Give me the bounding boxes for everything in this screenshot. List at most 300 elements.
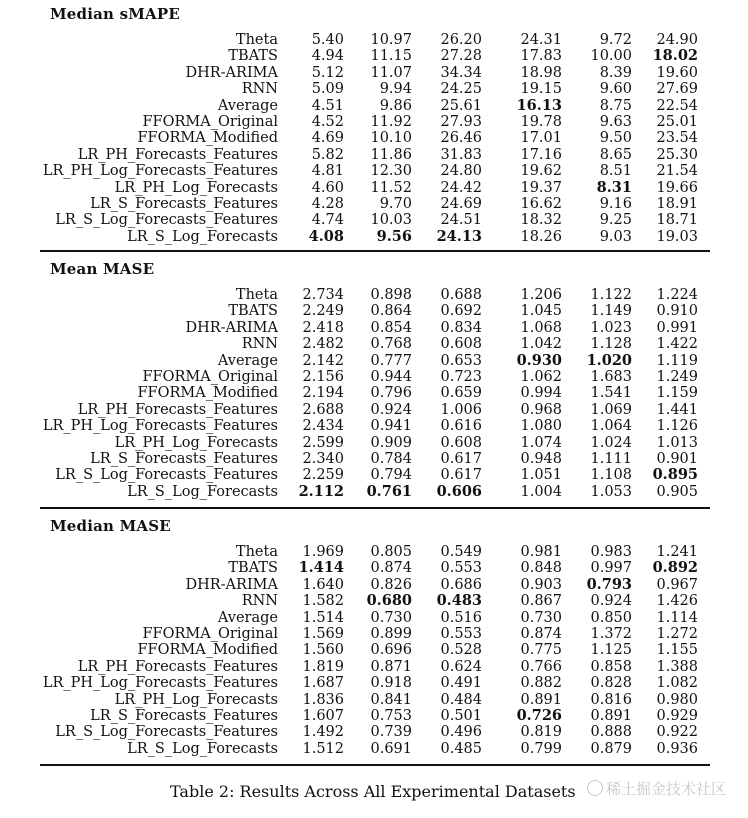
table-cell: 0.936 (656, 740, 698, 757)
row-label: Average (217, 97, 278, 114)
table-cell: 2.112 (298, 482, 344, 500)
table-cell: 0.796 (370, 385, 412, 402)
table-cell: 17.01 (520, 130, 562, 147)
table-cell: 0.805 (370, 544, 412, 560)
table-row (40, 369, 710, 386)
table-cell: 0.777 (370, 352, 412, 369)
table-cell: 25.30 (656, 146, 698, 163)
table-cell: 0.766 (520, 658, 562, 675)
table-cell: 24.42 (440, 179, 482, 196)
table-row (40, 577, 710, 594)
table-cell: 16.13 (516, 96, 562, 114)
row-label: LR_S_Log_Forecasts (127, 483, 278, 500)
watermark-text: 稀土掘金技术社区 (605, 780, 726, 798)
table-row (40, 544, 710, 561)
table-cell: 0.983 (590, 544, 632, 560)
table-cell: 0.616 (440, 418, 482, 435)
table-cell: 5.40 (311, 32, 344, 48)
row-label: LR_PH_Log_Forecasts_Features (42, 418, 278, 435)
table-cell: 9.50 (599, 130, 632, 147)
table-row (40, 65, 710, 82)
table-row (40, 114, 710, 131)
table-cell: 5.12 (311, 64, 344, 81)
table-cell: 1.051 (520, 467, 562, 484)
table-cell: 0.819 (520, 724, 562, 741)
table-cell: 0.816 (590, 691, 632, 708)
table-cell: 2.434 (302, 418, 344, 435)
row-label: FFORMA_Original (142, 369, 278, 385)
table-cell: 1.024 (590, 434, 632, 451)
table-cell: 0.723 (440, 369, 482, 385)
table-cell: 0.484 (440, 691, 482, 708)
table-row (40, 435, 710, 452)
table-cell: 4.08 (308, 227, 344, 245)
table-cell: 34.34 (440, 64, 482, 81)
table-cell: 8.65 (599, 146, 632, 163)
table-cell: 19.15 (520, 81, 562, 98)
table-cell: 18.98 (520, 64, 562, 81)
table-cell: 1.422 (656, 336, 698, 353)
table-cell: 0.899 (370, 626, 412, 642)
row-label: DHR-ARIMA (185, 319, 278, 336)
row-label: FFORMA_Modified (137, 385, 278, 402)
table-cell: 0.981 (520, 544, 562, 560)
table-cell: 2.482 (302, 336, 344, 353)
row-label: RNN (241, 81, 278, 98)
row-label: TBATS (228, 48, 278, 65)
table-cell: 0.858 (590, 658, 632, 675)
table-cell: 0.501 (440, 708, 482, 724)
table-cell: 9.16 (599, 196, 632, 212)
row-label: LR_S_Log_Forecasts (127, 740, 278, 757)
table-cell: 0.516 (440, 609, 482, 626)
table-cell: 9.60 (599, 81, 632, 98)
table-cell: 1.023 (590, 319, 632, 336)
table-cell: 12.30 (370, 163, 412, 180)
table-row (40, 708, 710, 725)
table-row (40, 130, 710, 147)
table-cell: 1.159 (656, 385, 698, 402)
table-cell: 0.730 (370, 609, 412, 626)
table-cell: 0.994 (520, 385, 562, 402)
row-label: RNN (241, 336, 278, 353)
section-title: Median sMAPE (50, 5, 180, 23)
table-cell: 1.819 (302, 658, 344, 675)
table-cell: 0.891 (590, 708, 632, 724)
row-label: FFORMA_Modified (137, 642, 278, 659)
table-cell: 0.909 (370, 434, 412, 451)
table-cell: 31.83 (440, 146, 482, 163)
table-cell: 0.653 (440, 352, 482, 369)
watermark (587, 778, 726, 799)
table-cell: 1.569 (302, 626, 344, 642)
table-cell: 1.640 (302, 576, 344, 593)
table-cell: 24.69 (440, 196, 482, 212)
table-row (40, 402, 710, 419)
table-cell: 0.691 (370, 740, 412, 757)
table-cell: 1.074 (520, 434, 562, 451)
table-cell: 0.794 (370, 467, 412, 484)
table-cell: 1.108 (590, 467, 632, 484)
table-cell: 0.991 (656, 319, 698, 336)
table-cell: 22.54 (656, 97, 698, 114)
table-cell: 11.07 (370, 64, 412, 81)
table-cell: 4.74 (311, 212, 344, 229)
table-cell: 1.119 (656, 352, 698, 369)
table-cell: 26.20 (440, 32, 482, 48)
table-cell: 18.71 (656, 212, 698, 229)
table-cell: 0.924 (370, 401, 412, 418)
table-cell: 2.259 (302, 467, 344, 484)
table-row (40, 724, 710, 741)
table-row (40, 418, 710, 435)
row-label: LR_S_Log_Forecasts_Features (55, 212, 278, 229)
table-cell: 4.94 (311, 48, 344, 65)
table-row (40, 180, 710, 197)
table-cell: 0.901 (656, 451, 698, 467)
table-row (40, 48, 710, 65)
table-cell: 25.01 (656, 114, 698, 130)
table-row (40, 98, 710, 115)
table-cell: 0.784 (370, 451, 412, 467)
table-cell: 17.83 (520, 48, 562, 65)
table-caption: Table 2: Results Across All Experimental Datasets (170, 782, 576, 801)
table-cell: 25.61 (440, 97, 482, 114)
table-cell: 0.608 (440, 336, 482, 353)
table-cell: 2.340 (302, 451, 344, 467)
section-title: Mean MASE (50, 260, 155, 278)
table-cell: 23.54 (656, 130, 698, 147)
row-label: LR_PH_Log_Forecasts_Features (42, 675, 278, 692)
table-cell: 1.069 (590, 401, 632, 418)
table-cell: 0.898 (370, 287, 412, 303)
table-cell: 18.32 (520, 212, 562, 229)
table-cell: 19.03 (656, 228, 698, 245)
table-cell: 2.688 (302, 401, 344, 418)
table-cell: 1.249 (656, 369, 698, 385)
table-cell: 1.512 (302, 740, 344, 757)
table-cell: 11.15 (370, 48, 412, 65)
table-row (40, 560, 710, 577)
table-cell: 4.51 (311, 97, 344, 114)
table-cell: 1.272 (656, 626, 698, 642)
table-cell: 8.31 (596, 178, 632, 196)
row-label: Average (217, 609, 278, 626)
table-cell: 1.687 (302, 675, 344, 692)
table-cell: 1.128 (590, 336, 632, 353)
table-cell: 0.891 (520, 691, 562, 708)
row-label: DHR-ARIMA (185, 64, 278, 81)
table-cell: 17.16 (520, 146, 562, 163)
table-cell: 0.617 (440, 467, 482, 484)
table-cell: 18.26 (520, 228, 562, 245)
table-row (40, 385, 710, 402)
table-cell: 0.483 (436, 592, 482, 610)
table-cell: 0.688 (440, 287, 482, 303)
table-cell: 5.82 (311, 146, 344, 163)
table-cell: 1.013 (656, 434, 698, 451)
table-row (40, 163, 710, 180)
table-cell: 19.78 (520, 114, 562, 130)
table-cell: 0.549 (440, 544, 482, 560)
table-cell: 24.51 (440, 212, 482, 229)
table-cell: 8.75 (599, 97, 632, 114)
table-cell: 1.082 (656, 675, 698, 692)
table-cell: 0.659 (440, 385, 482, 402)
table-cell: 0.997 (590, 560, 632, 577)
table-row (40, 287, 710, 304)
table-cell: 1.441 (656, 401, 698, 418)
table-cell: 0.553 (440, 626, 482, 642)
table-cell: 1.020 (586, 351, 632, 369)
table-cell: 0.948 (520, 451, 562, 467)
table-cell: 0.864 (370, 303, 412, 320)
row-label: TBATS (228, 303, 278, 320)
table-row (40, 626, 710, 643)
table-row (40, 675, 710, 692)
table-row (40, 212, 710, 229)
table-cell: 27.28 (440, 48, 482, 65)
table-cell: 9.56 (376, 227, 412, 245)
table-cell: 1.064 (590, 418, 632, 435)
table-cell: 0.888 (590, 724, 632, 741)
table-cell: 0.834 (440, 319, 482, 336)
row-label: Average (217, 352, 278, 369)
table-row (40, 642, 710, 659)
table-cell: 1.683 (590, 369, 632, 385)
table-cell: 1.125 (590, 642, 632, 659)
table-row (40, 692, 710, 709)
table-cell: 9.94 (379, 81, 412, 98)
table-row (40, 32, 710, 49)
table-cell: 18.02 (652, 47, 698, 65)
table-cell: 19.60 (656, 64, 698, 81)
row-label: LR_PH_Log_Forecasts (114, 434, 278, 451)
table-cell: 0.980 (656, 691, 698, 708)
table-cell: 0.726 (516, 707, 562, 724)
table-cell: 0.910 (656, 303, 698, 320)
table-cell: 0.867 (520, 593, 562, 610)
table-cell: 5.09 (311, 81, 344, 98)
table-cell: 0.879 (590, 740, 632, 757)
row-label: FFORMA_Original (142, 114, 278, 130)
table-cell: 0.944 (370, 369, 412, 385)
table-cell: 0.768 (370, 336, 412, 353)
table-cell: 9.63 (599, 114, 632, 130)
table-cell: 1.492 (302, 724, 344, 741)
table-cell: 0.874 (520, 626, 562, 642)
table-cell: 0.606 (436, 482, 482, 500)
table-cell: 1.607 (302, 708, 344, 724)
table-row (40, 320, 710, 337)
table-cell: 10.03 (370, 212, 412, 229)
table-cell: 0.553 (440, 560, 482, 577)
table-row (40, 336, 710, 353)
table-cell: 0.491 (440, 675, 482, 692)
table-cell: 1.155 (656, 642, 698, 659)
table-cell: 4.52 (311, 114, 344, 130)
table-cell: 11.86 (370, 146, 412, 163)
table-row (40, 147, 710, 164)
table-cell: 0.761 (366, 482, 412, 500)
table-row (40, 196, 710, 213)
table-cell: 2.156 (302, 369, 344, 385)
table-cell: 0.882 (520, 675, 562, 692)
table-cell: 2.249 (302, 303, 344, 320)
table-cell: 1.122 (590, 287, 632, 303)
table-cell: 1.836 (302, 691, 344, 708)
table-cell: 1.388 (656, 658, 698, 675)
row-label: LR_S_Log_Forecasts_Features (55, 467, 278, 484)
table-cell: 0.730 (520, 609, 562, 626)
table-cell: 1.149 (590, 303, 632, 320)
table-cell: 0.895 (652, 466, 698, 484)
table-cell: 1.126 (656, 418, 698, 435)
table-cell: 24.80 (440, 163, 482, 180)
table-cell: 16.62 (520, 196, 562, 212)
table-cell: 1.514 (302, 609, 344, 626)
table-cell: 0.680 (366, 592, 412, 610)
table-cell: 4.28 (311, 196, 344, 212)
table-cell: 24.13 (436, 227, 482, 245)
table-cell: 1.241 (656, 544, 698, 560)
table-cell: 24.25 (440, 81, 482, 98)
table-cell: 8.51 (599, 163, 632, 180)
section-rule (40, 507, 710, 509)
table-cell: 0.696 (370, 642, 412, 659)
table-cell: 1.006 (440, 401, 482, 418)
table-cell: 1.969 (302, 544, 344, 560)
table-cell: 0.922 (656, 724, 698, 741)
table-cell: 0.739 (370, 724, 412, 741)
table-row (40, 659, 710, 676)
table-cell: 0.617 (440, 451, 482, 467)
row-label: DHR-ARIMA (185, 576, 278, 593)
row-label: FFORMA_Original (142, 626, 278, 642)
table-cell: 0.485 (440, 740, 482, 757)
table-cell: 0.608 (440, 434, 482, 451)
table-cell: 18.91 (656, 196, 698, 212)
table-row (40, 303, 710, 320)
watermark-logo-icon (587, 780, 603, 796)
table-row (40, 741, 710, 758)
table-cell: 0.624 (440, 658, 482, 675)
table-cell: 0.874 (370, 560, 412, 577)
row-label: LR_PH_Log_Forecasts (114, 179, 278, 196)
table-cell: 10.97 (370, 32, 412, 48)
row-label: LR_S_Forecasts_Features (90, 451, 278, 467)
table-cell: 1.541 (590, 385, 632, 402)
table-cell: 9.03 (599, 228, 632, 245)
table-cell: 0.905 (656, 483, 698, 500)
table-row (40, 610, 710, 627)
row-label: LR_PH_Log_Forecasts_Features (42, 163, 278, 180)
table-row (40, 467, 710, 484)
table-cell: 2.599 (302, 434, 344, 451)
table-cell: 2.418 (302, 319, 344, 336)
table-cell: 0.775 (520, 642, 562, 659)
table-cell: 4.69 (311, 130, 344, 147)
table-cell: 1.114 (656, 609, 698, 626)
table-cell: 4.81 (311, 163, 344, 180)
table-cell: 9.25 (599, 212, 632, 229)
table-cell: 0.892 (652, 559, 698, 577)
table-cell: 0.967 (656, 576, 698, 593)
table-row (40, 229, 710, 246)
row-label: Theta (235, 32, 278, 48)
row-label: RNN (241, 593, 278, 610)
table-cell: 0.850 (590, 609, 632, 626)
table-cell: 1.414 (298, 559, 344, 577)
table-cell: 0.826 (370, 576, 412, 593)
table-row (40, 81, 710, 98)
table-cell: 0.799 (520, 740, 562, 757)
row-label: Theta (235, 287, 278, 303)
table-cell: 1.045 (520, 303, 562, 320)
table-row (40, 484, 710, 501)
table-cell: 1.062 (520, 369, 562, 385)
row-label: Theta (235, 544, 278, 560)
table-cell: 0.753 (370, 708, 412, 724)
row-label: LR_PH_Log_Forecasts (114, 691, 278, 708)
table-cell: 2.194 (302, 385, 344, 402)
table-row (40, 353, 710, 370)
table-cell: 1.042 (520, 336, 562, 353)
table-cell: 1.111 (590, 451, 632, 467)
table-cell: 0.941 (370, 418, 412, 435)
row-label: LR_S_Forecasts_Features (90, 196, 278, 212)
table-cell: 0.692 (440, 303, 482, 320)
section-title: Median MASE (50, 517, 171, 535)
row-label: LR_S_Log_Forecasts (127, 228, 278, 245)
table-cell: 0.871 (370, 658, 412, 675)
table-cell: 0.848 (520, 560, 562, 577)
table-cell: 9.70 (379, 196, 412, 212)
table-cell: 9.72 (599, 32, 632, 48)
table-cell: 26.46 (440, 130, 482, 147)
section-rule (40, 764, 710, 766)
row-label: FFORMA_Modified (137, 130, 278, 147)
row-label: LR_PH_Forecasts_Features (77, 658, 278, 675)
table-row (40, 593, 710, 610)
table-cell: 1.224 (656, 287, 698, 303)
table-cell: 27.69 (656, 81, 698, 98)
table-cell: 1.582 (302, 593, 344, 610)
table-cell: 0.528 (440, 642, 482, 659)
table-cell: 27.93 (440, 114, 482, 130)
row-label: LR_S_Forecasts_Features (90, 708, 278, 724)
table-cell: 1.560 (302, 642, 344, 659)
table-cell: 24.90 (656, 32, 698, 48)
table-cell: 10.10 (370, 130, 412, 147)
table-cell: 0.686 (440, 576, 482, 593)
table-cell: 1.080 (520, 418, 562, 435)
table-cell: 11.52 (370, 179, 412, 196)
table-cell: 0.828 (590, 675, 632, 692)
table-cell: 0.930 (516, 351, 562, 369)
table-cell: 24.31 (520, 32, 562, 48)
table-cell: 19.37 (520, 179, 562, 196)
table-cell: 1.068 (520, 319, 562, 336)
table-cell: 0.841 (370, 691, 412, 708)
table-cell: 2.734 (302, 287, 344, 303)
table-cell: 1.053 (590, 483, 632, 500)
table-cell: 2.142 (302, 352, 344, 369)
row-label: LR_PH_Forecasts_Features (77, 401, 278, 418)
table-cell: 1.004 (520, 483, 562, 500)
table-cell: 1.426 (656, 593, 698, 610)
table-cell: 9.86 (379, 97, 412, 114)
